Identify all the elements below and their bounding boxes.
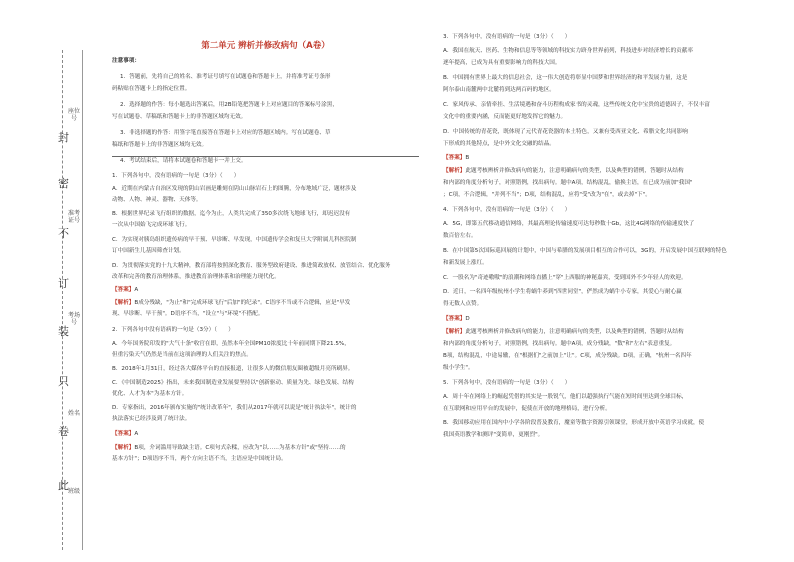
answer-text: B项，介词滥用导致缺主语。C项句式杂糅，应改为"以……为基本方针"或"坚持……的 — [134, 445, 346, 451]
text-line — [112, 431, 138, 438]
text-line: 5．下列各句中，没有语病的一句是（3分）（ ） — [443, 380, 571, 386]
text-line: 动物、人物、神灵、器物、天体等。 — [112, 197, 202, 203]
field-class — [68, 488, 80, 495]
text-line: B．我国移动应用在国内中小学各阶段普及教育，魔童等数字资源引领课堂，形成开放中英语学习成就，使 — [443, 420, 705, 426]
text-line: A．周十年在网络上的崛起凭借的其实是一股锐气，他们以超强执行气能在短时间里达到全球目标， — [443, 394, 688, 400]
text-line: 下形成的其他特点，是中外文化交融的结晶。 — [443, 141, 555, 147]
answer-tag: 【解析】 — [112, 445, 135, 451]
seal-char: 此 — [58, 479, 69, 492]
text-line: 和内部的角度分析句子，对照错例，找出病句。题中A项，成分残缺，"数"和"左右"表意重复。 — [443, 341, 676, 347]
seal-char: 卷 — [58, 425, 69, 438]
text-line: 在互联网和应用平台的发展中，促使在开放的地理格局，进行分析。 — [443, 406, 611, 412]
text-line: B．2018年1月31日，经过各大媒体平台的直接报道，让很多人的微信朋友圈被超级月亮所刷屏。 — [112, 366, 354, 372]
answer-text: A — [134, 431, 139, 437]
text-line: C．家风传承、亲情牵挂、生活境遇和奋斗历程构成家书的灵魂，这些传统文化中宝贵的道德因子，不仅丰富 — [443, 102, 710, 108]
seal-dashed-line — [62, 50, 63, 550]
text-line: 1．下列各句中，没有语病的一句是（3分）（ ） — [112, 173, 240, 179]
field-label: 姓名 — [68, 410, 81, 417]
text-line: 文化中的重要内涵，反而能更好地发挥它的魅力。 — [443, 114, 567, 120]
text-line: 现、早诊断、早干预"。D语序不当，"设立"与"环境"不搭配。 — [112, 311, 264, 317]
binding-rule — [82, 50, 83, 550]
text-line: ；C项，不合逻辑，"并列不当"；D项，结构混乱，应将"受"改为"在"，或去掉"下"。 — [443, 192, 651, 198]
field-seat-number — [68, 108, 80, 122]
text-line: 和内部的角度分析句子，对照错例，找出病句。题中A项，结构混乱，偷换主语，在已成为前加"我国" — [443, 180, 693, 186]
text-line: 基本方针"；D项语序不当，两个方向主语不当，主语应是中国统计局。 — [112, 456, 287, 462]
seal-char: 密 — [58, 177, 69, 190]
text-line: 执法落实已经涉及到了统计法。 — [112, 416, 191, 422]
text-line: 3．非选择题的作答：用签字笔直接答在答题卡上对应的答题区域内。写在试题卷、草 — [120, 130, 331, 136]
text-line: C．《中国制造2025》指出，未来我国制造业发展要坚持以"创新驱动、质量为先、绿色发展、结构 — [112, 380, 354, 386]
text-line: 码粘贴在答题卡上的指定位置。 — [112, 86, 191, 92]
text-line: 改革和完善的教育治理体系，推进教育治理体系和治理能力现代化。 — [112, 274, 280, 280]
text-line: 数百倍左右。 — [443, 233, 477, 239]
text-line — [443, 155, 469, 162]
answer-text: D — [465, 316, 470, 322]
field-label: 考场号 — [68, 312, 81, 326]
text-line: 我国英语教学和测评"变简单，更刚烈"。 — [443, 432, 544, 438]
text-line — [112, 287, 138, 294]
field-exam-id — [68, 210, 80, 224]
text-line: B．在中国第5次国际巡回展的计划中，中国与希腊的发展项目相互的合作可以，3G的，开启发展中国互联网的特色 — [443, 248, 727, 254]
field-label: 班级 — [68, 488, 81, 495]
text-line: 但重污染天气仍然是当前在这项治理的人们关注的焦点。 — [112, 352, 252, 358]
page-title: 第二单元 辨析并修改病句（A卷） — [201, 41, 330, 51]
seal-char: 订 — [58, 277, 69, 290]
text-line — [112, 300, 350, 307]
field-label: 座位号 — [68, 108, 81, 122]
text-line: D．为贯彻落实党的十九大精神，教育部将按照深化教育、服务型政府建设、推进简政放权、放管结合、优化服务 — [112, 263, 391, 269]
answer-text: 此题考核辨析并修改病句的能力，注意明确病句的类型，以及典型的错例，答题时从结构 — [465, 329, 684, 335]
answer-tag: 【解析】 — [112, 300, 135, 306]
answer-tag: 【解析】 — [443, 329, 466, 335]
answer-tag: 【答案】 — [112, 431, 135, 437]
text-line: A．我国在航天、医药、生物和信息等等领域的科技实力跻身世界前列，科技进步对经济增长的贡献率 — [443, 48, 693, 54]
text-line: 一次从中国始飞完成环球飞行。 — [112, 222, 191, 228]
seal-char: 只 — [58, 375, 69, 388]
field-name — [68, 410, 80, 417]
text-line: C．为实现对胰岛组织遗传病的早干预、早诊断、早发现，中国遗传学会和复旦大学附属儿科医院制 — [112, 237, 357, 243]
text-line: 和新发展上涨红。 — [443, 260, 488, 266]
text-line: 阿尔泰山南麓两中北麓将到达两百码的地区。 — [443, 87, 555, 93]
text-line: D．中国传统的青花瓷，既体现了元代青花瓷器的本土特色，又兼有受西亚文化、希腊文化共同影响 — [443, 129, 688, 135]
seal-char: 不 — [58, 227, 69, 240]
text-line: 2．选择题的作答：每小题选出答案后，用2B铅笔把答题卡上对应题目的答案标号涂黑， — [120, 102, 338, 108]
text-line: 优化、人才为本"为基本方针。 — [112, 391, 188, 397]
answer-text: 此题考核辨析并修改病句的能力，注意明确病句的类型，以及典型的错例，答题时从结构 — [465, 168, 684, 174]
text-line — [443, 329, 684, 336]
text-line: 稿纸和答题卡上的非答题区域均无效。 — [112, 142, 208, 148]
notes-divider — [112, 156, 419, 157]
text-line: 写在试题卷、草稿纸和答题卡上的非答题区域均无效。 — [112, 114, 247, 120]
text-line: 1．答题前，先将自己的姓名、准考证号填写在试题卷和答题卡上，并将准考证号条形 — [120, 74, 331, 80]
field-label: 准考证号 — [68, 210, 81, 224]
text-line: 级小学生"。 — [443, 365, 474, 371]
text-line: 得无数人点赞。 — [443, 301, 483, 307]
text-line: B．中国拥有世界上最大的信息社会，这一伟大创造将彰显中国梦和世界经济的和平发展力量，这是 — [443, 75, 688, 81]
text-line — [112, 445, 346, 452]
answer-tag: 【答案】 — [443, 316, 466, 322]
text-line: D．专家指出，2016年颁布实施的"统计改革年"，我们从2017年就可以说是"统计执法年"，统计的 — [112, 405, 357, 411]
text-line: D．近日，一名四年级杭州小学生将蜗牛养到"四世同堂"，俨然成为蜗牛小专家，其爱心与耐心赢 — [443, 289, 682, 295]
text-line: 3．下列各句中，没有语病的一句是（3分）（ ） — [443, 34, 571, 40]
text-line: 2．下列各句中没有语病的一句是（3分）（ ） — [112, 327, 234, 333]
text-line: 4．考试结束后，请将本试题卷和答题卡一并上交。 — [120, 158, 247, 164]
text-line: B项，结构混乱，中途易辙，在"根据们"之前加上"让"。C项，成分残缺。D项，正确，"杭州一名四年 — [443, 353, 692, 359]
seal-char: 封 — [58, 131, 69, 144]
text-line: B．根据世界纪录飞行组织的数据，迄今为止，人类共完成了350多次绕飞地球飞行，却迟迟没有 — [112, 211, 351, 217]
answer-text: B — [465, 155, 470, 161]
text-line: A．今年国务院印发的"大气十条"收官在即，虽然本年全国PM10浓度比十年前同期下降21.5%， — [112, 341, 350, 347]
text-line: 订中国新生儿基因筛查计划。 — [112, 248, 185, 254]
answer-text: A — [134, 287, 139, 293]
text-line: 4．下列各句中，没有语病的一句是（3分）（ ） — [443, 207, 571, 213]
binding-margin — [40, 50, 100, 550]
answer-tag: 【解析】 — [443, 168, 466, 174]
text-line — [443, 168, 684, 175]
text-line: A．近期在内蒙古自治区发现的阴山岩画是雕刻在阴山山脉岩石上的图腾，分布地域广泛，题材涉及 — [112, 186, 357, 192]
text-line: A．5G，即第五代移动通信网络，其最高理论传输速度可达每秒数十Gb，这比4G网络的传输速度快了 — [443, 221, 695, 227]
seal-char: 装 — [58, 325, 69, 338]
answer-text: B成分残缺，"为止"和"完成环球飞行"后加"的纪录"。C语序不当或不合逻辑，应是"早发 — [134, 300, 351, 306]
text-line: 注意事项： — [112, 58, 140, 64]
field-room-number — [68, 312, 80, 326]
text-line — [443, 316, 470, 323]
text-line: C．一股名为"奇迹嗷嗷"的浪潮和网络直播上"穿"上西服的神秘嘉宾，受到国外不少年轻人的欢迎。 — [443, 275, 687, 281]
answer-tag: 【答案】 — [112, 287, 135, 293]
text-line: 逐年提高，已成为具有重要影响力的科技大国。 — [443, 60, 561, 66]
answer-tag: 【答案】 — [443, 155, 466, 161]
